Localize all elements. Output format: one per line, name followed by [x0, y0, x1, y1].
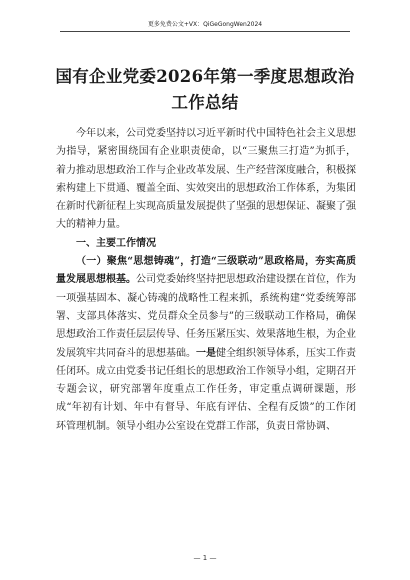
- title-line-2: 工作总结: [171, 93, 239, 112]
- subsection-paragraph: [56, 253, 356, 436]
- subsection-body: 公司党委始终坚持把思想政治建设摆在首位，作为一项强基固本、凝心铸魂的战略性工程来抓，系统构建“党委统筹部署、支部具体落实、党员群众全员参与”的三级联动工作格局，确保思想政治工作责任层层传导、任务压紧压实、效果落地生根，为企业发展筑牢共同奋斗的思想基础。: [56, 274, 356, 359]
- title-line-1: 国有企业党委2026年第一季度思想政治: [55, 67, 355, 86]
- point-label: 一是: [196, 347, 216, 359]
- section-heading: 一、主要工作情况: [76, 237, 156, 249]
- page-header: 更多免费公文+VX：QiGeGongWen2024: [147, 21, 263, 28]
- point-body: 健全组织领导体系，压实工作责任闭环。成立由党委书记任组长的思想政治工作领导小组，定期召开专题会议，研究部署年度重点工作任务，审定重点调研课题，形成“年初有计划、年中有督导、年底有评估、全程有反馈”的工作闭环管理机制。领导小组办公室设在党群工作部，负责日常协调、: [56, 347, 356, 432]
- subsection-title: （一）聚焦“思想铸魂”，打造“三级联动”思政格局，夯实高质量发展思想根基。: [56, 256, 356, 286]
- page-number: — 1 —: [193, 554, 217, 562]
- document-title: [0, 64, 410, 116]
- document-body: [56, 125, 356, 436]
- intro-paragraph: 今年以来，公司党委坚持以习近平新时代中国特色社会主义思想为指导，紧密围绕国有企业职责使命，以“三聚焦三打造”为抓手，着力推动思想政治工作与企业改革发展、生产经营深度融合，积极探索构建上下贯通、覆盖全面、实效突出的思想政治工作体系，为集团在新时代新征程上实现高质量发展提供了坚强的思想保证、凝聚了强大的精神力量。: [56, 128, 356, 231]
- header-divider: [60, 31, 350, 32]
